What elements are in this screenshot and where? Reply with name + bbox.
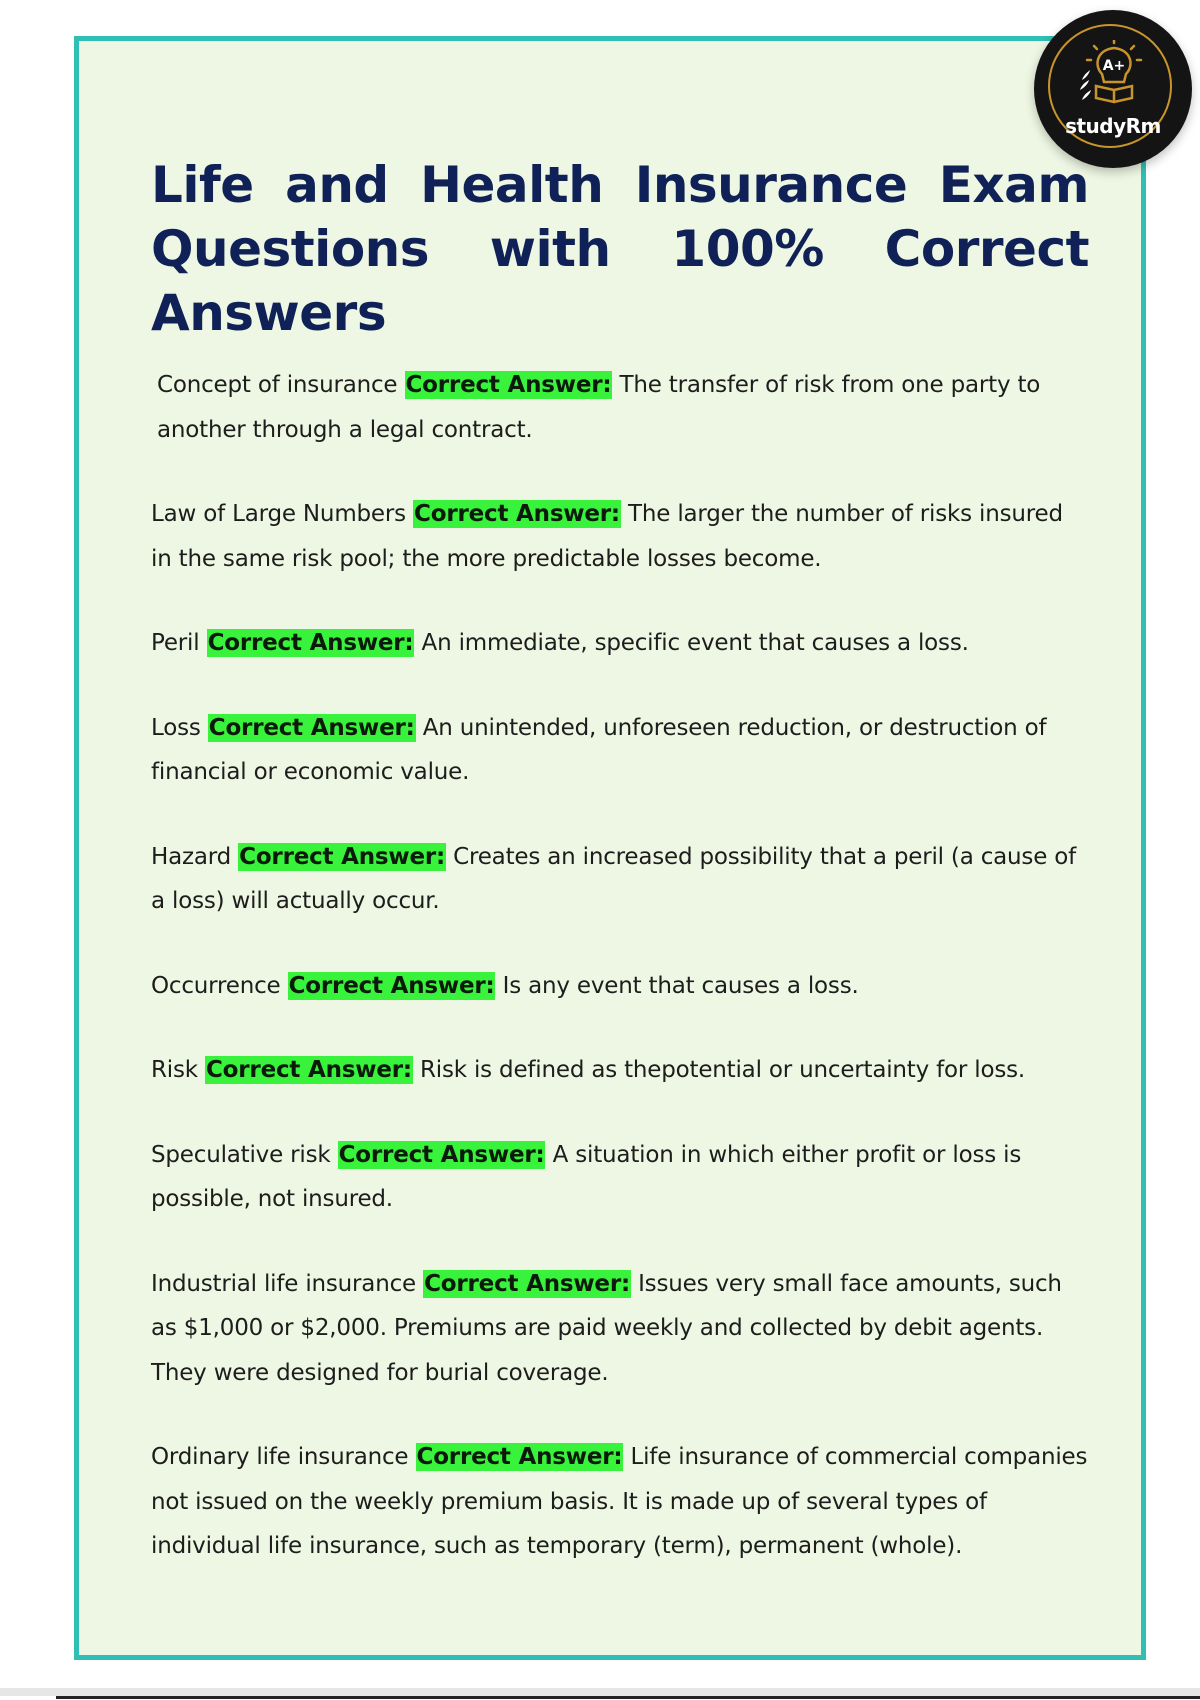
correct-answer-marker: Correct Answer:	[207, 630, 414, 656]
qa-item	[151, 1133, 1089, 1222]
qa-item	[151, 1262, 1089, 1396]
correct-answer-marker: Correct Answer:	[208, 714, 415, 741]
correct-answer-marker: Correct Answer:	[288, 972, 495, 999]
qa-item	[151, 621, 1089, 666]
qa-item	[151, 492, 1089, 581]
qa-item	[151, 835, 1089, 924]
document-title: Life and Health Insurance Exam Questions with 100% Correct Answers	[151, 156, 1089, 342]
lightbulb-book-icon	[1074, 40, 1154, 110]
studyrm-logo-badge	[1034, 10, 1192, 168]
qa-answer: The larger the number of risks insured in the same risk pool; the more predictable losses become.	[151, 501, 1063, 572]
qa-term: Law of Large Numbers	[151, 501, 406, 527]
page-divider-line	[56, 1696, 1200, 1699]
qa-answer: Creates an increased possibility that a peril (a cause of a loss) will actually occur.	[151, 843, 1077, 914]
correct-answer-marker: Correct Answer:	[414, 501, 620, 527]
document-page	[74, 36, 1146, 1660]
correct-answer-marker: Correct Answer:	[239, 843, 445, 870]
qa-term: Ordinary life insurance	[151, 1444, 409, 1470]
badge-label: studyRm	[1065, 114, 1161, 138]
qa-term: Concept of insurance	[157, 372, 398, 398]
qa-answer: Issues very small face amounts, such as $1,000 or $2,000. Premiums are paid weekly and collected by debit agents. They were designed for burial coverage.	[151, 1270, 1062, 1386]
qa-answer: An unintended, unforeseen reduction, or destruction of financial or economic value.	[151, 714, 1047, 785]
qa-term: Risk	[151, 1057, 198, 1083]
qa-list	[151, 363, 1089, 1569]
qa-term: Hazard	[151, 843, 232, 870]
qa-term: Occurrence	[151, 972, 281, 999]
correct-answer-marker: Correct Answer:	[338, 1141, 545, 1168]
qa-item	[151, 964, 1089, 1009]
correct-answer-marker: Correct Answer:	[416, 1444, 623, 1470]
qa-answer: Risk is defined as thepotential or uncertainty for loss.	[419, 1057, 1026, 1083]
document-content	[151, 153, 1089, 1609]
qa-item	[151, 706, 1089, 795]
qa-term: Loss	[151, 714, 201, 741]
qa-term: Speculative risk	[151, 1141, 331, 1168]
badge-grade: A+	[1102, 58, 1126, 74]
qa-term: Industrial life insurance	[151, 1270, 416, 1297]
page-divider	[0, 1688, 1200, 1696]
correct-answer-marker: Correct Answer:	[405, 372, 612, 398]
qa-answer: An immediate, specific event that causes a loss.	[421, 630, 969, 656]
qa-item	[151, 363, 1089, 452]
qa-item	[151, 1435, 1089, 1569]
qa-answer: A situation in which either profit or loss is possible, not insured.	[151, 1141, 1022, 1212]
qa-answer: Life insurance of commercial companies not issued on the weekly premium basis. It is made up of several types of individual life insurance, such as temporary (term), permanent (whole).	[151, 1444, 1088, 1559]
qa-answer: The transfer of risk from one party to another through a legal contract.	[157, 372, 1041, 443]
qa-answer: Is any event that causes a loss.	[502, 972, 859, 999]
correct-answer-marker: Correct Answer:	[424, 1270, 630, 1297]
qa-term: Peril	[151, 630, 200, 656]
qa-item	[151, 1048, 1089, 1093]
correct-answer-marker: Correct Answer:	[206, 1057, 412, 1083]
